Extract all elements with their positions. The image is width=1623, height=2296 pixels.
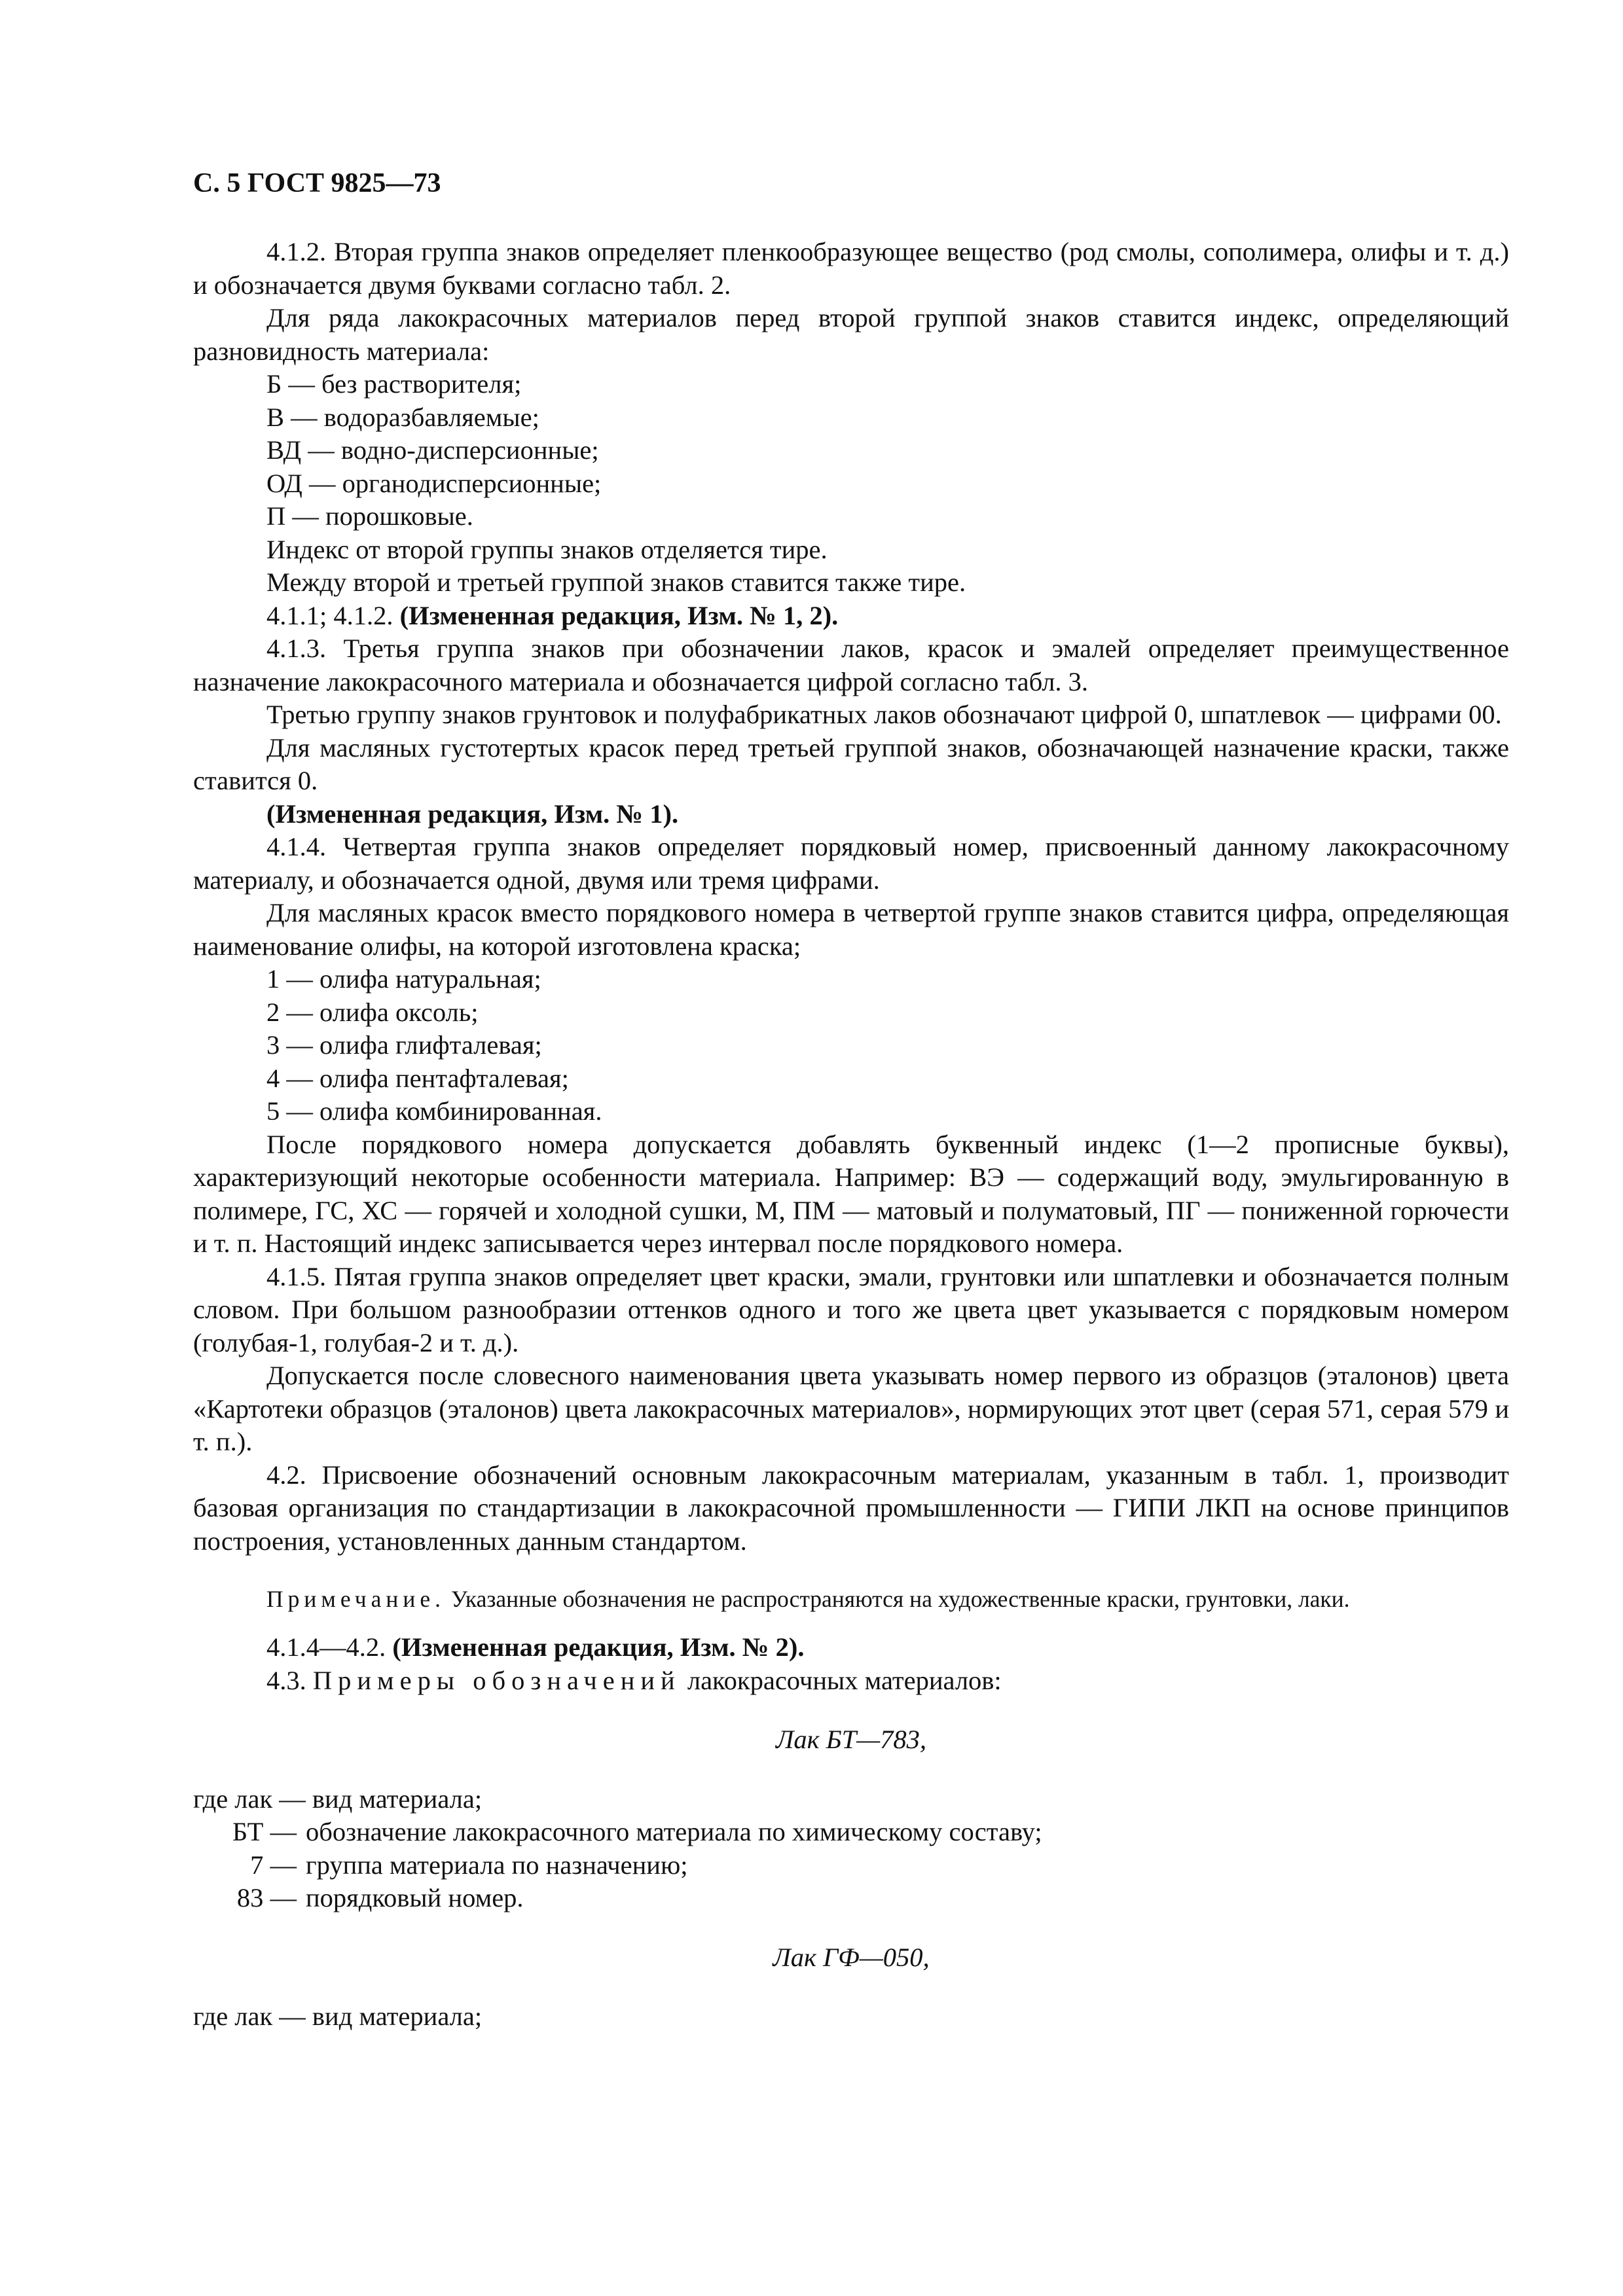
example-title: Лак БТ—783,	[775, 1725, 927, 1754]
list-item: 2 — олифа оксоль;	[266, 997, 479, 1027]
paragraph: Для масляных густотертых красок перед третьей группой знаков, обозначающей назначение краски, также ставится 0.	[193, 732, 1509, 795]
paragraph-4-3	[193, 1664, 1509, 1698]
amendment-ref: 4.1.1; 4.1.2.	[266, 600, 393, 630]
note-text: Указанные обозначения не распространяются на художественные краски, грунтовки, лаки.	[450, 1586, 1350, 1612]
amendment-text: (Измененная редакция, Изм. № 2).	[392, 1632, 805, 1662]
paragraph: Между второй и третьей группой знаков ставится также тире.	[266, 567, 966, 597]
paragraph: Третью группу знаков грунтовок и полуфабрикатных лаков обозначают цифрой 0, шпатлевок — цифрами 00.	[266, 700, 1502, 729]
list-item: 3 — олифа глифталевая;	[266, 1030, 542, 1060]
example-code: 7 —	[250, 1850, 297, 1880]
example-item	[193, 1816, 1509, 1849]
amendment-note	[193, 600, 1509, 633]
example-where: где лак — вид материала;	[193, 1784, 483, 1814]
list-item: ВД — водно-дисперсионные;	[266, 435, 599, 465]
example-text: обозначение лакокрасочного материала по химическому составу;	[306, 1817, 1042, 1846]
list-item: В — водоразбавляемые;	[266, 402, 539, 432]
list-item: 4 — олифа пентафталевая;	[266, 1063, 569, 1093]
paragraph-4-1-2: 4.1.2. Вторая группа знаков определяет пленкообразующее вещество (род смолы, сополимера, олифы и т. д.) и обозначается двумя буквами согласно табл. 2.	[193, 237, 1509, 300]
page-header: С. 5 ГОСТ 9825—73	[193, 168, 441, 198]
example-text: порядковый номер.	[306, 1883, 524, 1912]
list-item: 5 — олифа комбинированная.	[266, 1096, 602, 1126]
example-title: Лак ГФ—050,	[773, 1942, 930, 1972]
paragraph-4-1-3: 4.1.3. Третья группа знаков при обозначении лаков, красок и эмалей определяет преимущественное назначение лакокрасочного материала и обозначается цифрой согласно табл. 3.	[193, 634, 1509, 696]
paragraph-4-1-5: 4.1.5. Пятая группа знаков определяет цвет краски, эмали, грунтовки или шпатлевки и обозначается полным словом. При большом разнообразии оттенков одного и того же цвета цвет указывается с порядковым номером (голубая-1, голубая-2 и т. д.).	[193, 1261, 1509, 1357]
list-item: 1 — олифа натуральная;	[266, 964, 541, 994]
paragraph-index-intro: Для ряда лакокрасочных материалов перед второй группой знаков ставится индекс, определяющий разновидность материала:	[193, 303, 1509, 366]
note	[193, 1583, 1509, 1615]
example-where: где лак — вид материала;	[193, 2001, 483, 2031]
list-item: Б — без растворителя;	[266, 369, 522, 399]
paragraph-rest: лакокрасочных материалов:	[687, 1665, 1002, 1695]
amendment-ref: 4.1.4—4.2.	[266, 1632, 386, 1662]
document-body	[193, 236, 1509, 2034]
paragraph: Для масляных красок вместо порядкового номера в четвертой группе знаков ставится цифра, определяющая наименование олифы, на которой изготовлена краска;	[193, 898, 1509, 961]
paragraph-4-2: 4.2. Присвоение обозначений основным лакокрасочным материалам, указанным в табл. 1, производит базовая организация по стандартизации в лакокрасочной промышленности — ГИПИ ЛКП на основе принципов построения, установленных данным стандартом.	[193, 1460, 1509, 1556]
paragraph: Допускается после словесного наименования цвета указывать номер первого из образцов (эталонов) цвета «Картотеки образцов (эталонов) цвета лакокрасочных материалов», нормирующих этот цвет (серая 571, серая 579 и т. п.).	[193, 1361, 1509, 1456]
spaced-heading: Примеры обозначений	[312, 1665, 681, 1695]
paragraph: После порядкового номера допускается добавлять буквенный индекс (1—2 прописные буквы), характеризующий некоторые особенности материала. Например: ВЭ — содержащий воду, эмульгированную в полимере, ГС, ХС — горячей и холодной сушки, М, ПМ — матовый и полуматовый, ПГ — пониженной горючести и т. п. Настоящий индекс записывается через интервал после порядкового номера.	[193, 1129, 1509, 1258]
example-item	[193, 1882, 1509, 1915]
list-item: ОД — органодисперсионные;	[266, 468, 602, 498]
amendment-note: (Измененная редакция, Изм. № 1).	[266, 798, 679, 829]
note-label: Примечание.	[266, 1586, 445, 1612]
example-item	[193, 1849, 1509, 1882]
section-number: 4.3.	[266, 1665, 306, 1695]
example-code: 83 —	[236, 1883, 297, 1912]
example-code: БТ —	[232, 1817, 297, 1846]
paragraph-4-1-4: 4.1.4. Четвертая группа знаков определяет порядковый номер, присвоенный данному лакокрасочному материалу, и обозначается одной, двумя или тремя цифрами.	[193, 832, 1509, 895]
amendment-note	[193, 1631, 1509, 1664]
amendment-text: (Измененная редакция, Изм. № 1, 2).	[399, 600, 839, 630]
list-item: П — порошковые.	[266, 501, 473, 531]
example-text: группа материала по назначению;	[306, 1850, 688, 1880]
paragraph: Индекс от второй группы знаков отделяется тире.	[266, 534, 828, 564]
